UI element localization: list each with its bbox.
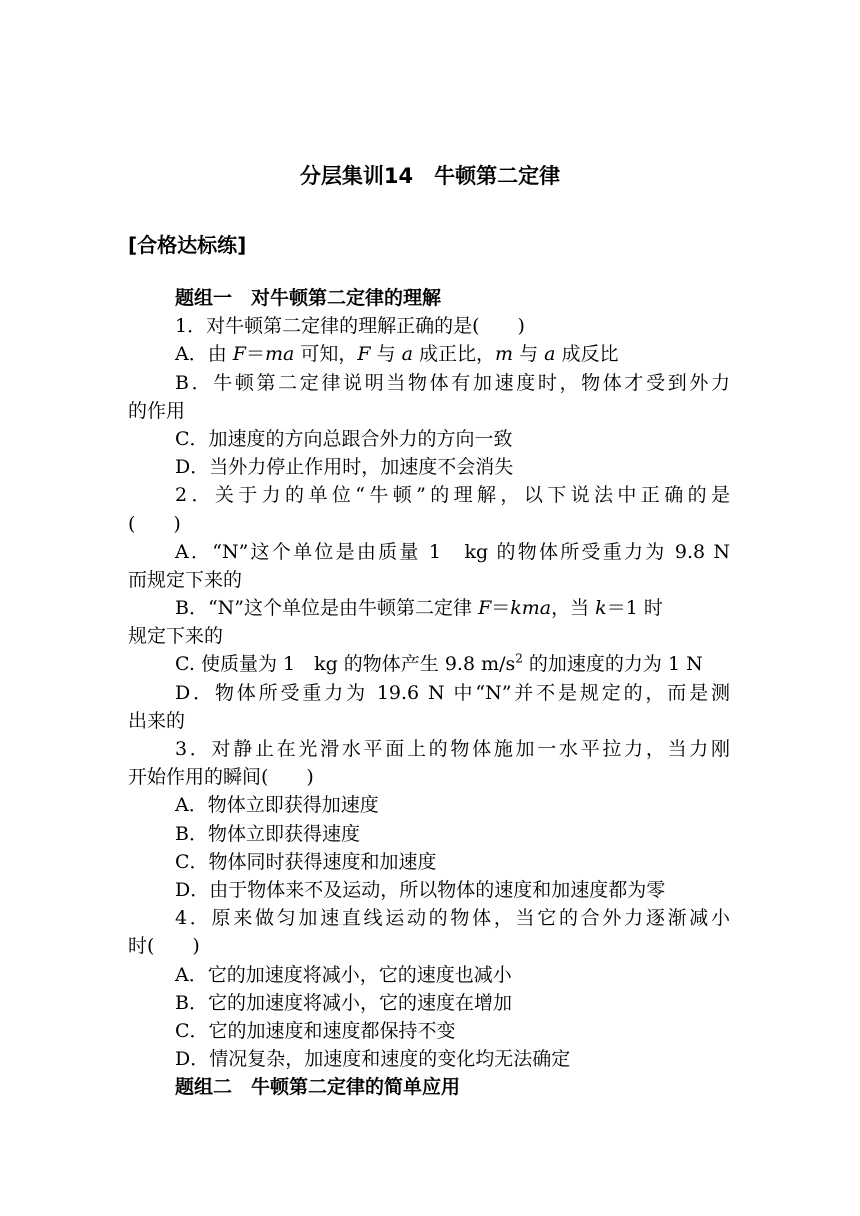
- q2-option-b-cont: 规定下来的: [128, 625, 224, 648]
- q1-option-b-cont: 的作用: [128, 399, 186, 422]
- q1-option-b: B．牛顿第二定律说明当物体有加速度时，物体才受到外力: [175, 371, 730, 394]
- q2-stem-cont: ( ): [128, 512, 181, 535]
- q2-option-d-cont: 出来的: [128, 709, 186, 732]
- q1-option-c: C．加速度的方向总跟合外力的方向一致: [175, 427, 513, 450]
- q3-option-a: A．物体立即获得加速度: [175, 794, 379, 817]
- q4-option-a: A．它的加速度将减小，它的速度也减小: [175, 963, 512, 986]
- q3-option-b: B．物体立即获得速度: [175, 822, 360, 845]
- q4-option-d: D．情况复杂，加速度和速度的变化均无法确定: [175, 1048, 571, 1071]
- q3-option-c: C．物体同时获得速度和加速度: [175, 850, 437, 873]
- q3-stem-cont: 开始作用的瞬间( ): [128, 766, 314, 789]
- q2-option-a: A．“N”这个单位是由质量 1 kg 的物体所受重力为 9.8 N: [175, 540, 730, 563]
- group-heading-1: 题组一 对牛顿第二定律的理解: [175, 287, 442, 309]
- q1-option-a: A．由 F＝ma 可知，F 与 a 成正比，m 与 a 成反比: [175, 343, 619, 366]
- q2-option-d: D．物体所受重力为 19.6 N 中“N”并不是规定的，而是测: [175, 681, 730, 704]
- q3-option-d: D．由于物体来不及运动，所以物体的速度和加速度都为零: [175, 878, 666, 901]
- question-body: [128, 284, 730, 1101]
- q4-option-b: B．它的加速度将减小，它的速度在增加: [175, 991, 512, 1014]
- q2-option-a-cont: 而规定下来的: [128, 568, 243, 591]
- q4-option-c: C．它的加速度和速度都保持不变: [175, 1019, 456, 1042]
- q1-stem: 1．对牛顿第二定律的理解正确的是( ): [175, 315, 525, 338]
- q3-stem: 3．对静止在光滑水平面上的物体施加一水平拉力，当力刚: [175, 738, 730, 760]
- section-heading: [合格达标练]: [128, 233, 247, 257]
- q2-option-b: B．“N”这个单位是由牛顿第二定律 F＝kma，当 k＝1 时: [175, 597, 663, 620]
- q2-stem: 2．关于力的单位“牛顿”的理解，以下说法中正确的是: [175, 484, 730, 507]
- q4-stem: 4．原来做匀加速直线运动的物体，当它的合外力逐渐减小: [175, 907, 730, 930]
- q4-stem-cont: 时( ): [128, 935, 200, 958]
- group-heading-2: 题组二 牛顿第二定律的简单应用: [175, 1076, 461, 1099]
- page-title: 分层集训14 牛顿第二定律: [299, 164, 561, 188]
- q1-option-d: D．当外力停止作用时，加速度不会消失: [175, 456, 514, 479]
- q2-option-c: C. 使质量为 1 kg 的物体产生 9.8 $m/s^2$ 的加速度的力为 1 N: [175, 652, 703, 676]
